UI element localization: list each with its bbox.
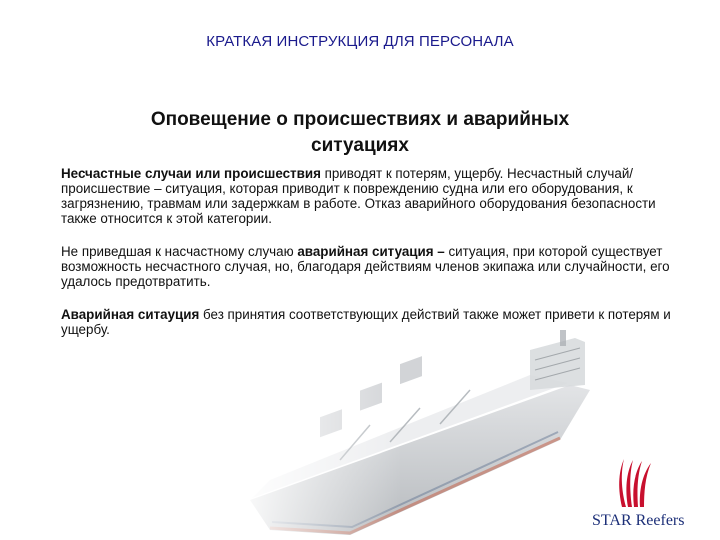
accidents-term: Несчастные случаи или происшествия <box>61 166 321 181</box>
title-line-1: Оповещение о происшествиях и аварийных <box>150 109 570 130</box>
title-line-2: ситуациях <box>311 135 409 156</box>
emergency-term: аварийная ситуация – <box>297 244 445 259</box>
slide-title <box>60 107 660 159</box>
logo-text: STAR Reefers <box>592 512 685 529</box>
consequences-text: без принятия соответствующих действий также может привети к потерям и ущербу. <box>61 307 671 337</box>
accidents-definition: приводят к потерям, ущербу. Несчастный случай/происшествие – ситуация, которая приводит к повреждению судна или его оборудования, к загрязнению, травмам или задержкам в работе. Отказ аварийного оборудования безопасности также относится к этой категории. <box>61 166 656 226</box>
header-title: КРАТКАЯ ИНСТРУКЦИЯ ДЛЯ ПЕРСОНАЛА <box>206 33 514 50</box>
paragraph-emergency-situation <box>61 244 671 289</box>
consequences-term: Аварийная ситауция <box>61 307 200 322</box>
emergency-definition: ситуация, при которой существует возможность несчастного случая, но, благодаря действиям членов экипажа или случайности, его удалось предотвратить. <box>61 244 670 289</box>
body-text <box>61 166 671 355</box>
emergency-intro: Не приведшая к насчастному случаю <box>61 244 298 259</box>
paragraph-accidents <box>61 166 671 226</box>
paragraph-consequences <box>61 307 671 337</box>
